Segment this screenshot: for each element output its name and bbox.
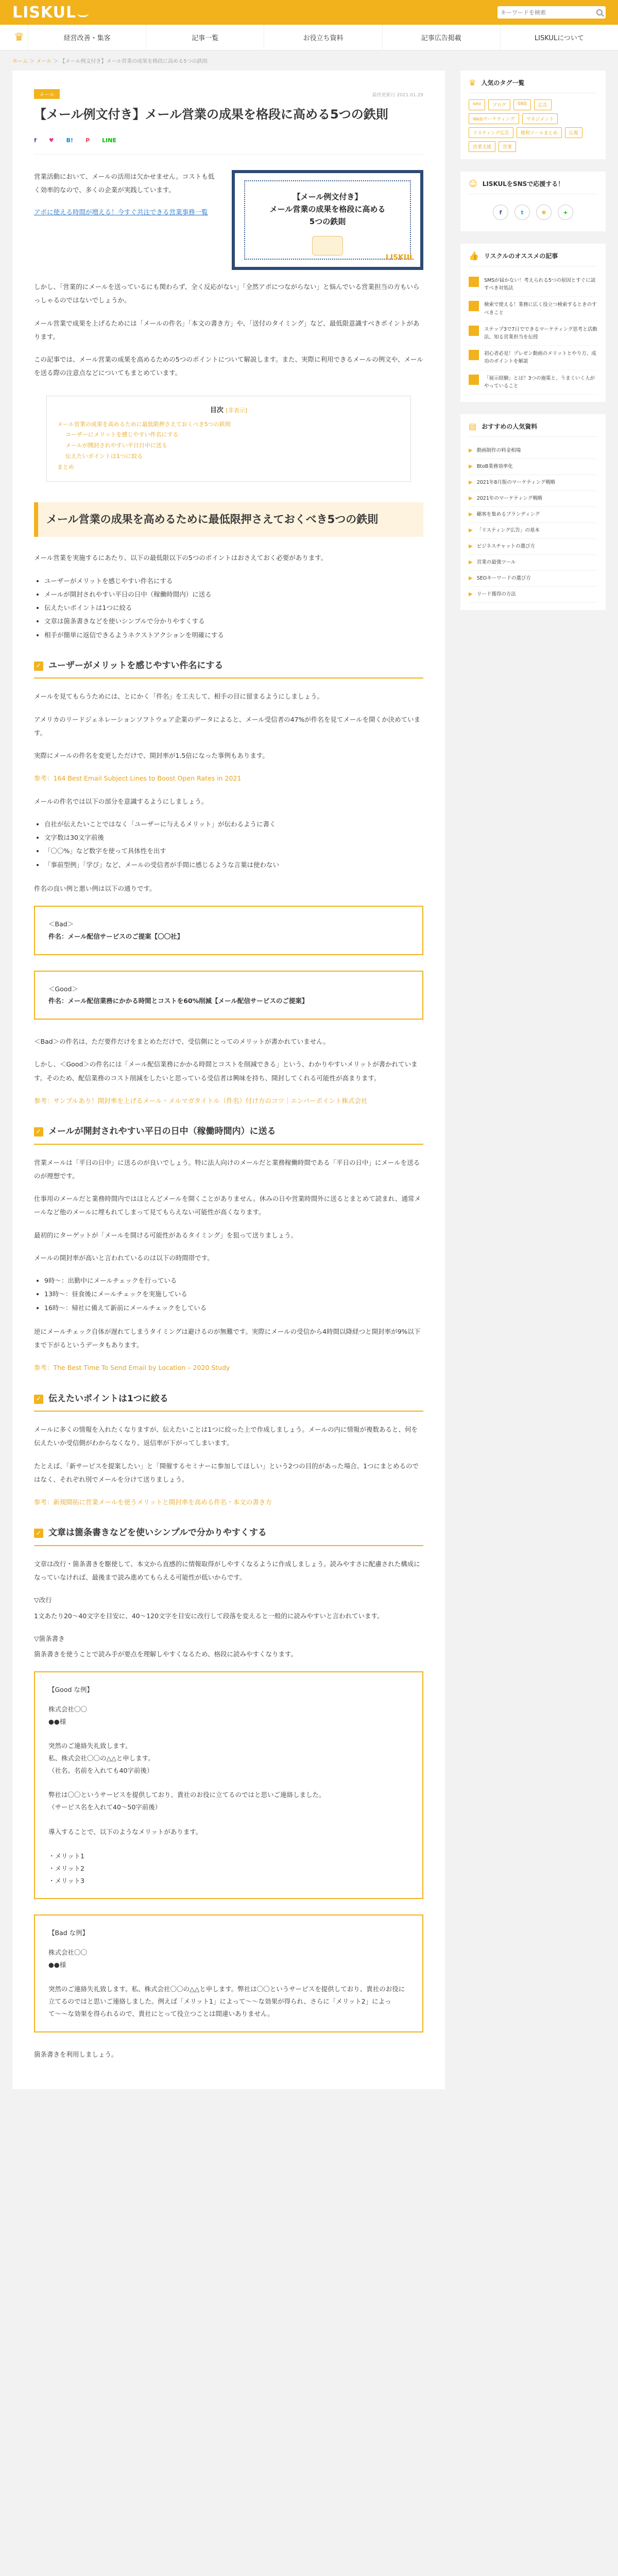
thumbs-up-icon: 👍 [469, 251, 479, 261]
subsection-title: メールが開封されやすい平日の日中（稼働時間内）に送る [48, 1126, 276, 1137]
popular-title: リード獲得の方法 [476, 591, 516, 597]
good-example-box [34, 971, 423, 1020]
smile-icon: ☺ [469, 179, 477, 189]
paragraph: たとえば、「新サービスを提案したい」と「開催するセミナーに参加してほしい」という2つの目的があった場合、1つにまとめるのではなく、それぞれ別でメールを分けて送りましょう。 [34, 1462, 419, 1483]
hero-logo: LISKUL [385, 253, 414, 262]
article [12, 71, 445, 2089]
check-icon: ✓ [34, 662, 43, 671]
hero-image [232, 170, 423, 270]
email-line [48, 1838, 409, 1850]
tag-link[interactable]: リスティング広告 [469, 127, 513, 138]
check-icon: ✓ [34, 1529, 43, 1538]
intro-paragraph: この記事では、メール営業の成果を高めるための5つのポイントについて解説します。また、実際に利用できるメールの例文や、メールを送る際の注意点などについてもまとめています。 [34, 355, 423, 377]
reference-link[interactable]: 参考：The Best Time To Send Email by Location – 2020 Study [34, 1364, 230, 1372]
logo-smile-icon [77, 13, 89, 17]
good-email-label: 【Good な例】 [48, 1686, 93, 1694]
popular-title: SEOキーワードの選び方 [476, 575, 531, 581]
list-item: • 文字数は30文字前後 [44, 831, 423, 844]
bad-subject: 件名：メール配信サービスのご提案【〇〇社】 [48, 932, 184, 940]
recommended-title: 「展示経験」とは？3つの施策と、うまくいく人がやっていること [484, 375, 595, 389]
tag-link[interactable]: ブログ [488, 99, 510, 110]
good-email-example [34, 1671, 423, 1899]
toc-item[interactable]: 伝えたいポイントは1つに絞る [65, 453, 143, 460]
hatena-share-button[interactable]: B! [66, 137, 74, 144]
crown-icon: ♛ [14, 31, 24, 44]
subsection-heading [34, 1527, 423, 1546]
tag-link[interactable]: 営業 [499, 141, 516, 152]
toc-item[interactable]: まとめ [57, 464, 74, 471]
popular-title: おすすめの人気資料 [482, 422, 538, 430]
table-of-contents [46, 396, 411, 482]
list-item: • 「事前型例」「学び」など、メールの受信者が手間に感じるような言葉は使わない [44, 858, 423, 872]
email-line: 私、株式会社〇〇の△△と申します。 [48, 1754, 154, 1762]
search-icon[interactable] [596, 9, 603, 15]
list-item: • 相手が簡単に返信できるようネクストアクションを明確にする [44, 629, 423, 642]
thumbnail [469, 375, 479, 385]
breadcrumb-current: 【メール例文付き】メール営業の成果を格段に高める5つの鉄則 [60, 59, 208, 64]
twitter-icon[interactable]: t [514, 205, 530, 220]
tags-title: 人気のタグ一覧 [481, 79, 525, 87]
hero-line-1: 【メール例文付き】 [293, 192, 363, 201]
paragraph: 箇条書きを使うことで読み手が要点を理解しやすくなるため、格段に読みやすくなります。 [34, 1650, 298, 1658]
paragraph: 件名の良い例と悪い例は以下の通りです。 [34, 884, 156, 892]
bullet-icon: ▶ [469, 511, 473, 517]
list-item: • 文章は箇条書きなどを使いシンプルで分かりやすくする [44, 615, 423, 628]
paragraph: 箇条書きを利用しましょう。 [34, 2050, 118, 2058]
paragraph: ＜Bad＞の件名は、ただ要件だけをまとめただけで、受信側にとってのメリットが書かれていません。 [34, 1038, 330, 1046]
bullet-icon: ▶ [469, 479, 473, 485]
nav-item-ads[interactable]: 記事広告掲載 [382, 25, 500, 50]
subsection-heading [34, 1393, 423, 1412]
facebook-icon[interactable]: f [493, 205, 508, 220]
bullet-icon: ▶ [469, 527, 473, 533]
toc-title: 目次 [210, 406, 224, 414]
breadcrumb-home[interactable]: ホーム [12, 59, 28, 64]
popular-resource[interactable] [469, 571, 597, 587]
bullet-icon: ▶ [469, 575, 473, 581]
good-subject: 件名：メール配信業務にかかる時間とコストを60%削減【メール配信サービスのご提案】 [48, 997, 308, 1005]
popular-resource[interactable] [469, 587, 597, 603]
paragraph: 逆にメールチェック自体が遅れてしまうタイミングは避けるのが無難です。実際にメールの受信から4時間以降経つと開封率が9%以下まで下がるというデータもあります。 [34, 1327, 421, 1349]
subsection-title: 伝えたいポイントは1つに絞る [48, 1393, 168, 1404]
bullet-icon: ▶ [469, 543, 473, 549]
tag-link[interactable]: 広告 [534, 99, 552, 110]
paragraph: 仕事用のメールだと業務時間内ではほとんどメールを開くことがありません。休みの日や営業時間外に送るとまとめて読まれ、通常メールなど他のメールに埋もれてしまって見てもらえない可能性が高くなります。 [34, 1195, 421, 1216]
reference-link[interactable]: 参考：164 Best Email Subject Lines to Boost Open Rates in 2021 [34, 774, 242, 783]
popular-resource[interactable] [469, 475, 597, 491]
list-item: • 「〇〇%」など数字を使って具体性を出す [44, 844, 423, 858]
facebook-share-button[interactable]: f [34, 137, 37, 144]
popular-resource[interactable] [469, 555, 597, 571]
popular-title: 「リスティング広告」の基本 [476, 527, 540, 533]
popular-resource[interactable] [469, 459, 597, 475]
bad-label: ＜Bad＞ [48, 920, 74, 928]
email-line: 株式会社〇〇 [48, 1705, 88, 1714]
tag-link[interactable]: マネジメント [522, 113, 558, 124]
popular-title: 営業の最強ツール [476, 559, 516, 565]
paragraph: メールを見てもらうためには、とにかく「件名」を工夫して、相手の目に留まるようにしましょう。 [34, 692, 324, 701]
bad-example-box [34, 906, 423, 955]
tag-link[interactable]: 便利ツールまとめ [517, 127, 562, 138]
email-line: ●●様 [48, 1717, 66, 1725]
popular-title: 2021年のマーケティング戦略 [476, 495, 543, 501]
paragraph: メールの件名では以下の部分を意識するようにしましょう。 [34, 797, 208, 805]
intro-paragraph: 営業活動において、メールの活用は欠かせません。コストも低く効率的なので、多くの企業が実践しています。 [34, 173, 215, 194]
recommended-title: 初心者必見！プレゼン動画のメリットとやり方、成功のポイントを解説 [484, 351, 596, 365]
search-box[interactable] [497, 6, 606, 19]
search-input[interactable] [501, 9, 596, 16]
email-line: ●●様 [48, 1960, 66, 1969]
email-line: ・メリット3 [48, 1876, 84, 1885]
list-item: • 自社が伝えたいことではなく「ユーザーに与えるメリット」が伝わるように書く [44, 818, 423, 831]
document-icon: ▤ [469, 421, 477, 431]
tag-link[interactable]: Webマーケティング [469, 113, 519, 124]
popular-resource[interactable] [469, 507, 597, 523]
share-buttons [34, 137, 423, 155]
toc-toggle[interactable]: [非表示] [226, 406, 248, 414]
paragraph: 最初的にターゲットが「メールを開ける可能性があるタイミング」を狙って送りましょう。 [34, 1231, 298, 1239]
sidebar [460, 71, 606, 622]
email-line: 弊社は〇〇というサービスを提供しており、貴社のお役に立てるのではと思いご連絡しました。 [48, 1791, 325, 1799]
recommended-title: 検索で使える！業務に広く役立つ検索するときのすべきこと [484, 302, 597, 316]
sns-title: LISKULをSNSで応援する！ [482, 180, 564, 188]
tags-card [460, 71, 606, 159]
intro-link[interactable]: アポに使える時間が増える！今すぐ共注できる営業事務一覧 [34, 208, 208, 216]
nav-item-articles[interactable]: 記事一覧 [146, 25, 264, 50]
hero-line-2: メール営業の成果を格段に高める [269, 205, 386, 214]
popular-title: BtoB業務効率化 [476, 463, 513, 469]
paragraph: 実際にメールの件名を変更しただけで、開封率が1.5倍になった事例もあります。 [34, 752, 269, 760]
category-badge[interactable]: メール [34, 89, 60, 99]
list-item: • 16時〜：帰社に備えて新前にメールチェックをしている [44, 1301, 423, 1315]
recommended-article[interactable] [469, 370, 597, 395]
list-item: • ユーザーがメリットを感じやすい件名にする [44, 574, 423, 588]
tag-link[interactable]: 広報 [565, 127, 582, 138]
crown-icon: ♛ [469, 78, 476, 88]
thumbnail [469, 301, 479, 311]
email-line: ・メリット1 [48, 1852, 84, 1860]
recommended-card [460, 244, 606, 402]
nav-item-management[interactable]: 経営改善・集客 [28, 25, 146, 50]
popular-title: 2021年8月版のマーケティング戦略 [476, 479, 556, 485]
sns-card [460, 172, 606, 231]
recommended-article[interactable] [469, 297, 597, 321]
popular-resource[interactable] [469, 539, 597, 555]
thumbnail [469, 350, 479, 360]
reference-link[interactable]: 参考：サンプルあり！開封率を上げるメール・メルマガタイトル（件名）付け方のコツ｜エンバーポイント株式会社 [34, 1096, 368, 1105]
list-item: • 9時〜：出勤中にメールチェックを行っている [44, 1274, 423, 1287]
nav-item-resources[interactable]: お役立ち資料 [264, 25, 382, 50]
email-line [48, 1728, 409, 1740]
email-line [48, 1971, 409, 1984]
feedly-icon[interactable]: ❀ [536, 205, 552, 220]
follow-icon[interactable]: + [558, 205, 573, 220]
intro-paragraph: メール営業で成果を上げるためには「メールの件名」「本文の書き方」や、「送付のタイミング」など、最低限意識すべきポイントがあります。 [34, 319, 420, 341]
thumbnail [469, 326, 479, 336]
tag-link[interactable]: SNS [513, 99, 531, 110]
hero-line-3: 5つの鉄則 [309, 217, 346, 226]
subsection-heading [34, 659, 423, 679]
thumbnail [469, 277, 479, 287]
subsection-heading [34, 1125, 423, 1145]
subsection-title: ユーザーがメリットを感じやすい件名にする [48, 660, 224, 671]
toc-item[interactable]: メール営業の成果を高めるために最低限押さえておくべき5つの鉄則 [57, 420, 231, 428]
tag-link[interactable]: 営業支援 [469, 141, 495, 152]
recommended-article[interactable] [469, 273, 597, 297]
paragraph: ▽改行 [34, 1596, 52, 1604]
recommended-title: ステップ3で7日でできるマーケティング思考と活動法、知る営業担当を伝授 [484, 326, 597, 340]
paragraph: ▽箇条書き [34, 1634, 65, 1642]
recommended-title: リスクルのオススメの記事 [484, 252, 558, 260]
popular-title: 動画制作の料金相場 [476, 447, 521, 453]
popular-resource[interactable] [469, 523, 597, 539]
popular-resource[interactable] [469, 443, 597, 459]
pocket-share-button[interactable]: P [85, 137, 90, 144]
bullet-icon: ▶ [469, 463, 473, 469]
article-title: 【メール例文付き】メール営業の成果を格段に高める5つの鉄則 [34, 107, 388, 122]
good-label: ＜Good＞ [48, 985, 78, 993]
recommended-article[interactable] [469, 321, 597, 346]
intro-paragraph: しかし、「営業的にメールを送っているにも関わらず、全く反応がない」「全然アポにつながらない」と悩んでいる営業担当の方もいらっしゃるのではないでしょうか。 [34, 283, 420, 304]
email-line: ・メリット2 [48, 1864, 84, 1872]
breadcrumb: ホーム ＞ メール ＞ 【メール例文付き】メール営業の成果を格段に高める5つの鉄則 [12, 59, 208, 64]
bullet-icon: ▶ [469, 559, 473, 565]
paragraph: アメリカのリードジェネレーションソフトウェア企業のデータによると、メール受信者の47%が件名を見てメールを開くか決めています。 [34, 715, 421, 737]
nav-item-about[interactable]: LISKULについて [500, 25, 618, 50]
tag-link[interactable]: seo [469, 99, 485, 110]
paragraph: 営業メールは「平日の日中」に送るのが良いでしょう。特に法人向けのメールだと業務稼働時間である「平日の日中」にメールを送るのが理想です。 [34, 1158, 420, 1180]
paragraph: メールの開封率が高いと言われているのは以下の時間帯です。 [34, 1253, 214, 1262]
paragraph: メールに多くの情報を入れたくなりますが、伝えたいことは1つに絞った上で作成しましょう。メールの内に情報が複数あると、何を伝えたいか受信側がわからなくなり、返信率が下がってしまいます。 [34, 1426, 418, 1447]
twitter-share-button[interactable]: ♥ [48, 137, 54, 144]
section-heading: メール営業の成果を高めるために最低限押さえておくべき5つの鉄則 [34, 502, 423, 537]
bad-email-example [34, 1914, 423, 2032]
recommended-title: SMSが届かない！考えられる5つの原因とすぐに試すべき対処法 [484, 278, 596, 292]
email-line: 突然のご連絡失礼致します。 [48, 1742, 132, 1750]
recommended-article[interactable] [469, 346, 597, 370]
bullet-icon: ▶ [469, 495, 473, 501]
check-icon: ✓ [34, 1127, 43, 1137]
list-item: • 13時〜：昼食後にメールチェックを実施している [44, 1287, 423, 1301]
paragraph: メール営業を実施するにあたり、以下の最低限以下の5つのポイントはおさえておく必要があります。 [34, 554, 328, 562]
email-line [48, 1814, 409, 1826]
hero-illustration [312, 236, 343, 256]
bad-email-label: 【Bad な例】 [48, 1929, 89, 1937]
list-item: • 伝えたいポイントは1つに絞る [44, 601, 423, 615]
email-line [48, 1777, 409, 1789]
site-logo[interactable]: LISKUL [12, 3, 77, 22]
toc-item[interactable]: メールが開封されやすい平日日中に送る [65, 442, 167, 449]
popular-resource[interactable] [469, 491, 597, 507]
top-bar [0, 0, 618, 25]
check-icon: ✓ [34, 1395, 43, 1404]
email-line: （サービス名を入れて40〜50字前後） [48, 1803, 162, 1811]
reference-link[interactable]: 参考：新規開拓に営業メールを使うメリットと開封率を高める件名・本文の書き方 [34, 1498, 272, 1506]
subsection-title: 文章は箇条書きなどを使いシンプルで分かりやすくする [48, 1528, 267, 1538]
popular-title: 顧客を集めるブランディング [476, 511, 540, 517]
bullet-icon: ▶ [469, 447, 473, 453]
points-list [44, 574, 423, 642]
email-line: 株式会社〇〇 [48, 1948, 88, 1957]
toc-item[interactable]: ユーザーにメリットを感じやすい件名にする [65, 431, 179, 438]
paragraph: 文章は改行・箇条書きを駆使して、本文から直感的に情報取得がしやすくなるように作成しましょう。読みやすさに配慮された構成になっていなければ、最後まで読み進めてもらえる可能性が低いからです。 [34, 1560, 420, 1582]
line-share-button[interactable]: LINE [102, 137, 116, 144]
global-nav [0, 25, 618, 50]
popular-card [460, 414, 606, 610]
breadcrumb-category[interactable]: メール [36, 59, 52, 64]
email-line: （社名、名前を入れても40字前後） [48, 1766, 153, 1774]
list-item: • メールが開封されやすい平日の日中（稼働時間内）に送る [44, 588, 423, 601]
paragraph: 1文あたり20〜40文字を目安に、40〜120文字を目安に改行して段落を変えると一般的に読みやすいと言われています。 [34, 1612, 384, 1620]
paragraph: しかし、＜Good＞の件名には「メール配信業務にかかる時間とコストを削減できる」という、わかりやすいメリットが書かれています。そのため、配信業務のコスト削減をしたいと思っている受信者は興味を持ち、開封してくれる可能性が高まります。 [34, 1060, 418, 1082]
email-line: 導入することで、以下のようなメリットがあります。 [48, 1827, 202, 1836]
popular-title: ビジネスチャットの選び方 [476, 543, 535, 549]
article-dates: 最終更新日 2021.01.29 [372, 93, 423, 98]
bullet-icon: ▶ [469, 591, 473, 597]
email-line: 突然のご連絡失礼致します。私、株式会社〇〇の△△と申します。弊社は〇〇というサービスを提供しており、貴社のお役に立てるのではと思いご連絡しました。例えば「メリット1」によって〜〜な効果が得られ、さらに「メリット2」によって〜〜な効果を得られるので、貴社にとって役立つことは間違いありません。 [48, 1985, 405, 2018]
